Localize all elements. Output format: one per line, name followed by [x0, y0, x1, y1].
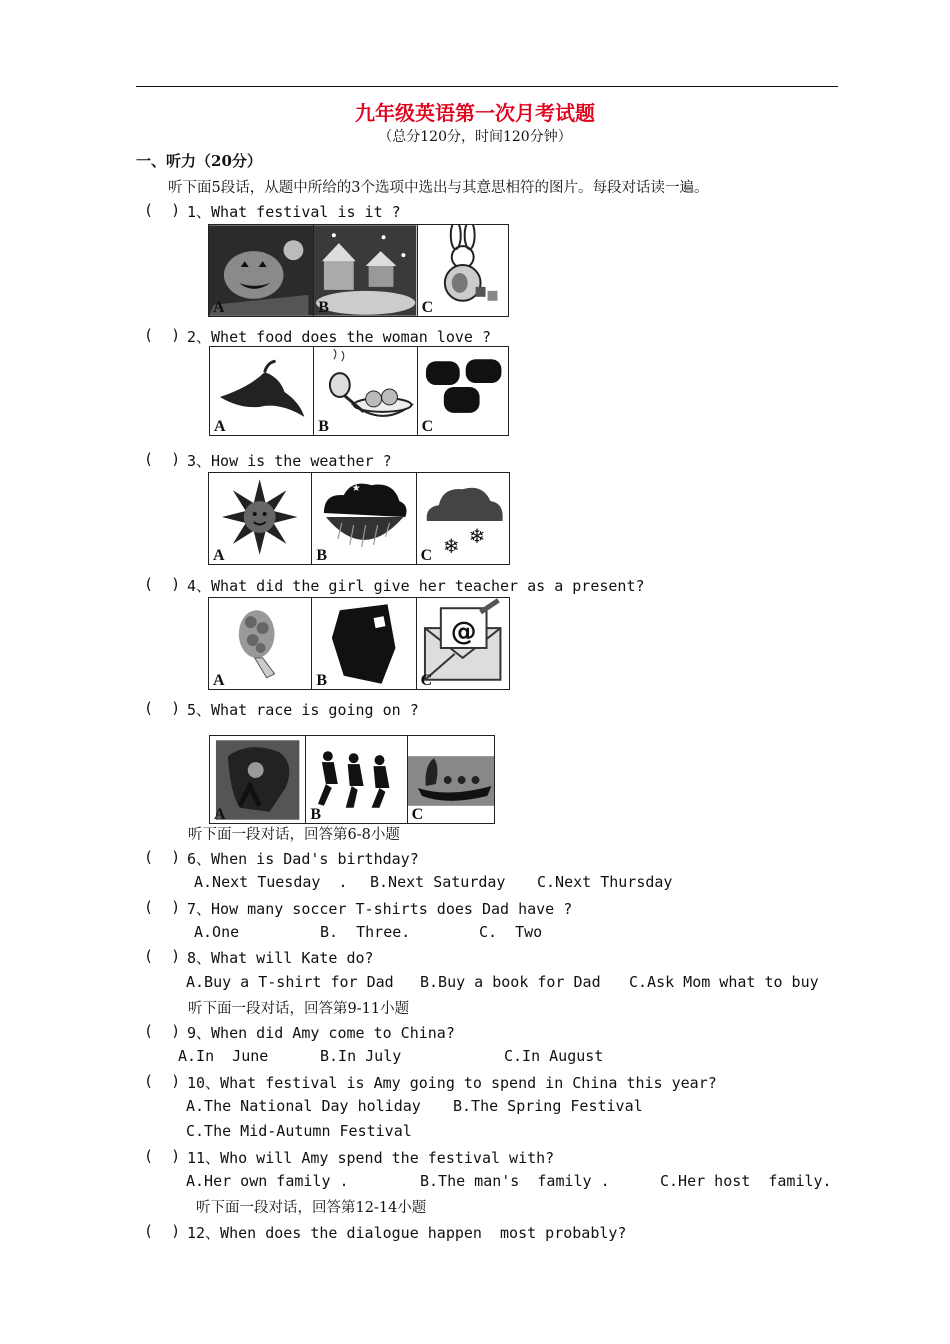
- picture-option-a[interactable]: [209, 225, 314, 316]
- gift-box-icon: [312, 598, 415, 689]
- option-a[interactable]: A.Next Tuesday .: [194, 873, 348, 891]
- picture-options-q5: [209, 735, 495, 824]
- picture-option-b[interactable]: [306, 736, 407, 823]
- picture-options-q2: [209, 346, 509, 436]
- picture-option-c[interactable]: [417, 473, 509, 564]
- option-c[interactable]: C.Next Thursday: [537, 873, 673, 891]
- option-b[interactable]: B.The Spring Festival: [453, 1097, 643, 1115]
- section-instruction: 听下面5段话，从题中所给的3个选项中选出与其意思相符的图片。每段对话读一遍。: [168, 180, 709, 196]
- option-a[interactable]: A.In June: [178, 1047, 269, 1065]
- answer-bracket[interactable]: ( ): [144, 201, 181, 219]
- answer-bracket[interactable]: ( ): [144, 699, 181, 717]
- option-c[interactable]: C.Ask Mom what to buy: [629, 973, 819, 991]
- header-rule: [136, 86, 838, 87]
- question-text: 1、What festival is it ?: [187, 203, 401, 221]
- picture-option-a[interactable]: [210, 347, 314, 435]
- option-a[interactable]: A.Buy a T-shirt for Dad: [186, 973, 394, 991]
- question-text: 6、When is Dad's birthday?: [187, 850, 419, 868]
- svg-text:★: ★: [352, 483, 361, 495]
- option-label: B: [318, 418, 329, 435]
- question-text: 12、When does the dialogue happen most probably?: [187, 1224, 627, 1242]
- option-label: A: [213, 299, 225, 316]
- option-label: C: [421, 299, 434, 316]
- option-c[interactable]: C.In August: [504, 1047, 604, 1065]
- picture-option-a[interactable]: [209, 473, 312, 564]
- question-text: 2、Whet food does the woman love ?: [187, 328, 491, 346]
- svg-text:❄: ❄: [442, 534, 460, 558]
- option-c[interactable]: C.The Mid-Autumn Festival: [186, 1122, 412, 1140]
- answer-bracket[interactable]: ( ): [144, 1222, 181, 1240]
- picture-option-a[interactable]: [210, 736, 306, 823]
- answer-bracket[interactable]: ( ): [144, 1147, 181, 1165]
- picture-option-c[interactable]: [417, 598, 509, 689]
- answer-bracket[interactable]: ( ): [144, 1072, 181, 1090]
- listening-instruction: 听下面一段对话，回答第12-14小题: [196, 1200, 427, 1216]
- option-b[interactable]: B.In July: [320, 1047, 402, 1065]
- question-text: 11、Who will Amy spend the festival with?: [187, 1149, 555, 1167]
- option-label: C: [411, 806, 424, 823]
- question-text: 8、What will Kate do?: [187, 949, 374, 967]
- option-label: C: [420, 547, 433, 564]
- answer-bracket[interactable]: ( ): [144, 947, 181, 965]
- option-b[interactable]: B. Three.: [320, 923, 411, 941]
- running-race-icon: [306, 736, 406, 823]
- picture-options-q3: [208, 472, 510, 565]
- option-c[interactable]: C.Her host family.: [660, 1172, 832, 1190]
- question-text: 5、What race is going on ?: [187, 701, 419, 719]
- picture-options-q1: [208, 224, 509, 317]
- option-label: C: [420, 672, 433, 689]
- option-label: A: [213, 547, 225, 564]
- svg-text:@: @: [450, 617, 477, 648]
- picture-options-q4: [208, 597, 510, 690]
- exam-title: 九年级英语第一次月考试题: [355, 101, 595, 125]
- option-label: A: [213, 672, 225, 689]
- option-c[interactable]: C. Two: [479, 923, 543, 941]
- dumplings-bowl-icon: [314, 347, 416, 435]
- option-label: A: [214, 418, 226, 435]
- option-b[interactable]: B.Next Saturday: [370, 873, 506, 891]
- option-label: B: [316, 547, 327, 564]
- option-label: B: [318, 299, 329, 316]
- question-text: 4、What did the girl give her teacher as a present?: [187, 577, 645, 595]
- answer-bracket[interactable]: ( ): [144, 848, 181, 866]
- option-b[interactable]: B.The man's family .: [420, 1172, 610, 1190]
- picture-option-c[interactable]: [418, 347, 508, 435]
- picture-option-b[interactable]: [312, 473, 416, 564]
- picture-option-b[interactable]: [312, 598, 416, 689]
- listening-instruction: 听下面一段对话，回答第6-8小题: [188, 827, 400, 843]
- picture-option-c[interactable]: [418, 225, 508, 316]
- option-label: C: [421, 418, 434, 435]
- answer-bracket[interactable]: ( ): [144, 575, 181, 593]
- listening-instruction: 听下面一段对话，回答第9-11小题: [188, 1001, 410, 1017]
- question-text: 9、When did Amy come to China?: [187, 1024, 455, 1042]
- picture-option-b[interactable]: [314, 225, 417, 316]
- option-b[interactable]: B.Buy a book for Dad: [420, 973, 601, 991]
- question-text: 10、What festival is Amy going to spend in China this year?: [187, 1074, 717, 1092]
- question-text: 3、How is the weather ?: [187, 452, 392, 470]
- picture-option-a[interactable]: [209, 598, 312, 689]
- answer-bracket[interactable]: ( ): [144, 898, 181, 916]
- option-label: B: [310, 806, 321, 823]
- picture-option-c[interactable]: [408, 736, 494, 823]
- svg-text:❄: ❄: [468, 524, 485, 548]
- option-label: B: [316, 672, 327, 689]
- answer-bracket[interactable]: ( ): [144, 1022, 181, 1040]
- option-a[interactable]: A.Her own family .: [186, 1172, 349, 1190]
- answer-bracket[interactable]: ( ): [144, 450, 181, 468]
- exam-subtitle: （总分120分，时间120分钟）: [378, 129, 572, 145]
- picture-option-b[interactable]: [314, 347, 417, 435]
- option-label: A: [214, 806, 226, 823]
- question-text: 7、How many soccer T-shirts does Dad have ?: [187, 900, 573, 918]
- option-a[interactable]: A.The National Day holiday: [186, 1097, 421, 1115]
- answer-bracket[interactable]: ( ): [144, 326, 181, 344]
- christmas-village-icon: [314, 225, 416, 316]
- section-heading: 一、听力（20分）: [136, 152, 262, 170]
- option-a[interactable]: A.One: [194, 923, 240, 941]
- rain-cloud-icon: [312, 473, 415, 564]
